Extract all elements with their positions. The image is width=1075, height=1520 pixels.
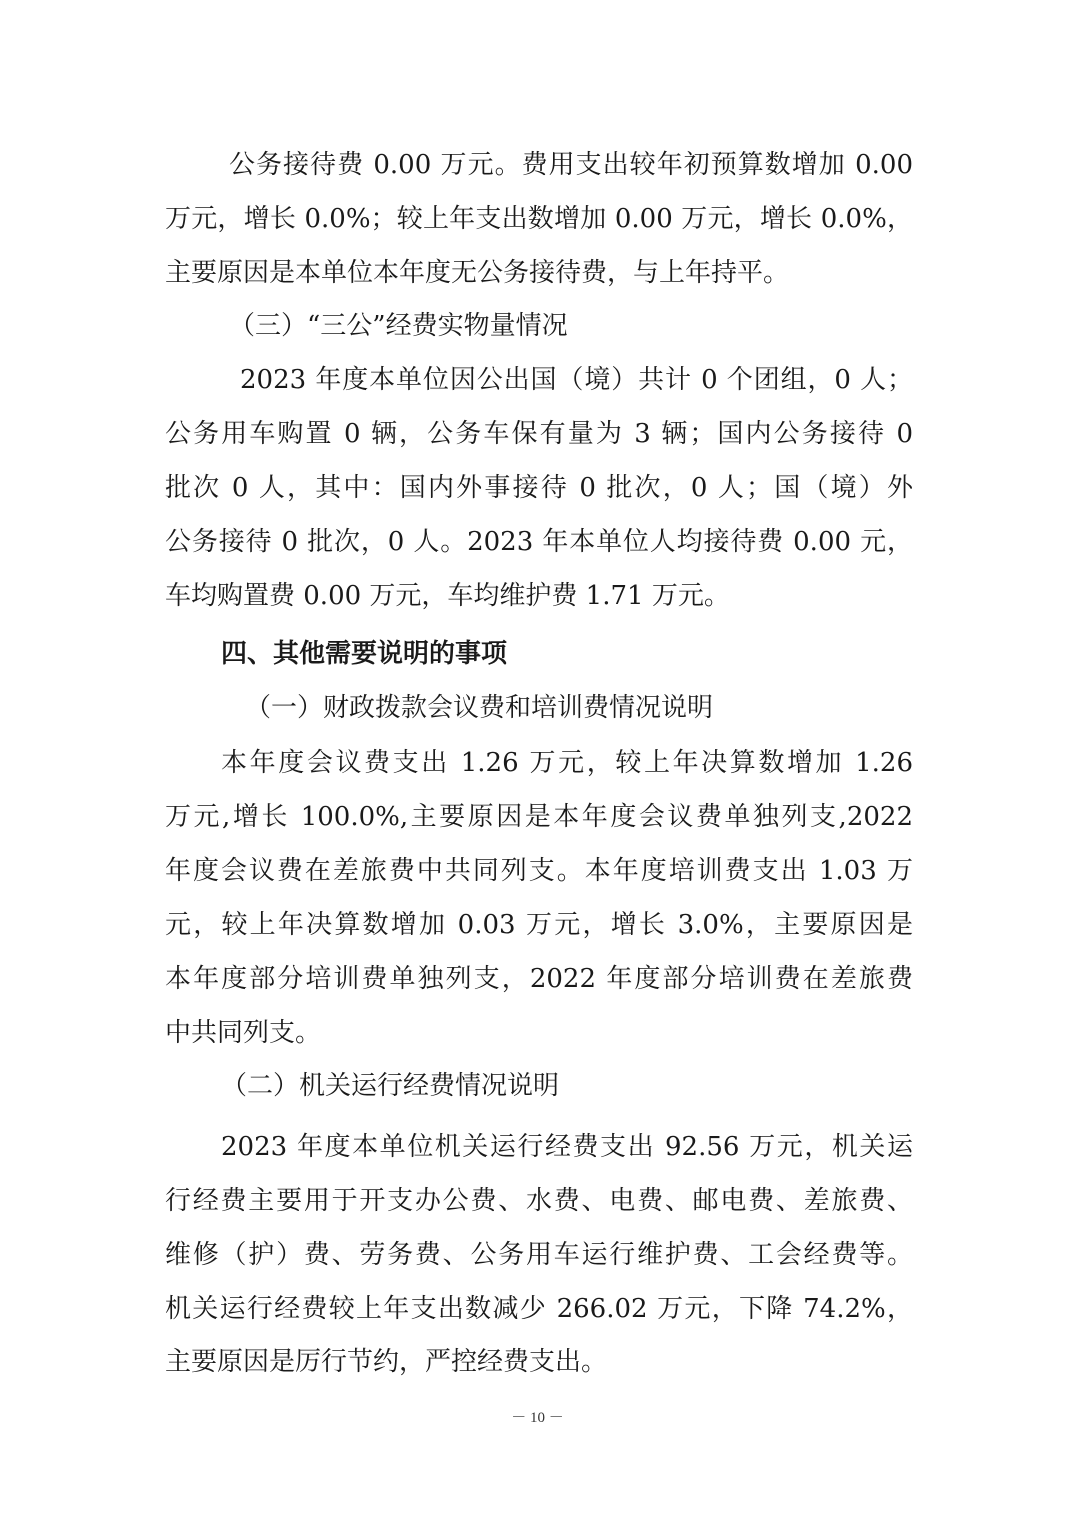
paragraph-line: 中共同列支。 — [165, 1018, 322, 1048]
paragraph-line: 公务用车购置 0 辆，公务车保有量为 3 辆；国内公务接待 0 — [165, 419, 913, 449]
paragraph-line: 万元,增长 100.0%,主要原因是本年度会议费单独列支,2022 — [165, 802, 913, 832]
paragraph-line: 主要原因是本单位本年度无公务接待费，与上年持平。 — [165, 258, 790, 288]
paragraph-line: 元，较上年决算数增加 0.03 万元，增长 3.0%，主要原因是 — [165, 910, 913, 940]
paragraph-line: 车均购置费 0.00 万元，车均维护费 1.71 万元。 — [165, 581, 730, 611]
section-heading-three: （三）“三公”经费实物量情况 — [229, 311, 568, 341]
paragraph-line: 机关运行经费较上年支出数减少 266.02 万元，下降 74.2%， — [165, 1294, 913, 1324]
paragraph-line: 本年度部分培训费单独列支，2022 年度部分培训费在差旅费 — [165, 964, 913, 994]
paragraph-line: 2023 年度本单位因公出国（境）共计 0 个团组，0 人； — [240, 365, 913, 395]
paragraph-line: 年度会议费在差旅费中共同列支。本年度培训费支出 1.03 万 — [165, 856, 913, 886]
chapter-heading-four: 四、其他需要说明的事项 — [221, 639, 508, 669]
paragraph-line: 2023 年度本单位机关运行经费支出 92.56 万元，机关运 — [221, 1132, 913, 1162]
subsection-heading-two: （二）机关运行经费情况说明 — [221, 1071, 560, 1101]
paragraph-line: 主要原因是厉行节约，严控经费支出。 — [165, 1347, 608, 1377]
paragraph-line: 行经费主要用于开支办公费、水费、电费、邮电费、差旅费、 — [165, 1186, 913, 1216]
paragraph-line: 维修（护）费、劳务费、公务用车运行维护费、工会经费等。 — [165, 1240, 913, 1270]
paragraph-line: 本年度会议费支出 1.26 万元，较上年决算数增加 1.26 — [221, 748, 913, 778]
subsection-heading-one: （一）财政拨款会议费和培训费情况说明 — [245, 693, 714, 723]
page-number: － 10 － — [511, 1410, 564, 1426]
paragraph-line: 公务接待费 0.00 万元。费用支出较年初预算数增加 0.00 — [229, 150, 913, 180]
paragraph-line: 批次 0 人，其中：国内外事接待 0 批次，0 人；国（境）外 — [165, 473, 913, 503]
paragraph-line: 万元，增长 0.0%；较上年支出数增加 0.00 万元，增长 0.0%， — [165, 204, 913, 234]
paragraph-line: 公务接待 0 批次，0 人。2023 年本单位人均接待费 0.00 元， — [165, 527, 913, 557]
